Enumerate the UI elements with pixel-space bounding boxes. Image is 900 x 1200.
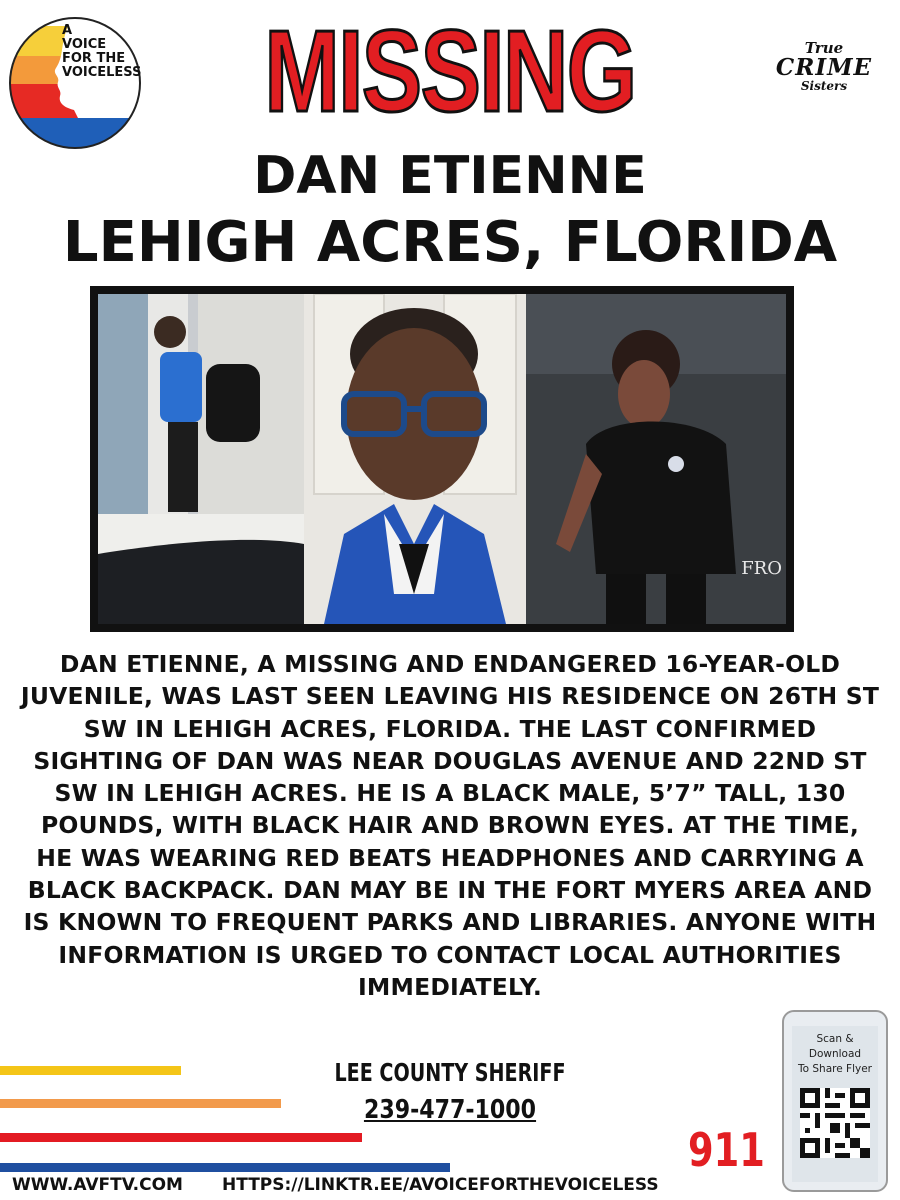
missing-person-name: DAN ETIENNE <box>253 146 647 206</box>
photo-backpack-icon <box>98 294 304 624</box>
qr-code[interactable] <box>800 1088 870 1158</box>
qr-instruction-text: Scan & Download To Share Flyer <box>798 1033 872 1075</box>
photo-surveillance <box>526 294 786 624</box>
case-description: DAN ETIENNE, A MISSING AND ENDANGERED 16-YEAR-OLD JUVENILE, WAS LAST SEEN LEAVING HIS RESIDENCE ON 26TH ST SW IN LEHIGH ACRES, FLORIDA. THE LAST CONFIRMED SIGHTING OF DAN WAS NEAR DOUGLAS AVENUE AND 22ND ST SW IN LEHIGH ACRES. HE IS A BLACK MALE, 5’7” TALL, 130 POUNDS, WITH BLACK HAIR AND BROWN EYES. AT THE TIME, HE WAS WEARING RED BEATS HEADPHONES AND CARRYING A BLACK BACKPACK. DAN MAY BE IN THE FORT MYERS AREA AND IS KNOWN TO FREQUENT PARKS AND LIBRARIES. ANYONE WITH INFORMATION IS URGED TO CONTACT LOCAL AUTHORITIES IMMEDIATELY. <box>20 650 880 1001</box>
partner-logo-line1: True <box>804 39 844 57</box>
missing-title: MISSING <box>264 6 636 136</box>
photo-portrait-icon <box>304 294 526 624</box>
photo-portrait <box>304 294 526 624</box>
footer-website-link[interactable]: WWW.AVFTV.COM <box>12 1175 183 1195</box>
partner-logo-line2: CRIME <box>775 54 873 81</box>
bar-red <box>0 1133 362 1142</box>
bar-orange <box>0 1099 281 1108</box>
contact-phone-link[interactable]: 239-477-1000 <box>363 1095 537 1125</box>
qr-share-card[interactable] <box>782 1010 888 1192</box>
surveillance-overlay-text: FRO <box>741 558 782 579</box>
partner-logo-line3: Sisters <box>800 79 848 93</box>
avftv-logo-text: A VOICE FOR THE VOICELESS <box>62 23 142 80</box>
photo-strip <box>90 286 794 632</box>
missing-location: LEHIGH ACRES, FLORIDA <box>62 210 838 275</box>
qr-code-icon <box>800 1088 870 1158</box>
photo-backpack <box>98 294 304 624</box>
contact-agency: LEE COUNTY SHERIFF <box>334 1058 566 1087</box>
footer-linktree-link[interactable]: HTTPS://LINKTR.EE/AVOICEFORTHEVOICELESS <box>222 1175 659 1195</box>
bar-blue <box>0 1163 450 1172</box>
emergency-number: 911 <box>688 1123 765 1177</box>
true-crime-sisters-logo <box>764 40 884 93</box>
bar-yellow <box>0 1066 181 1075</box>
